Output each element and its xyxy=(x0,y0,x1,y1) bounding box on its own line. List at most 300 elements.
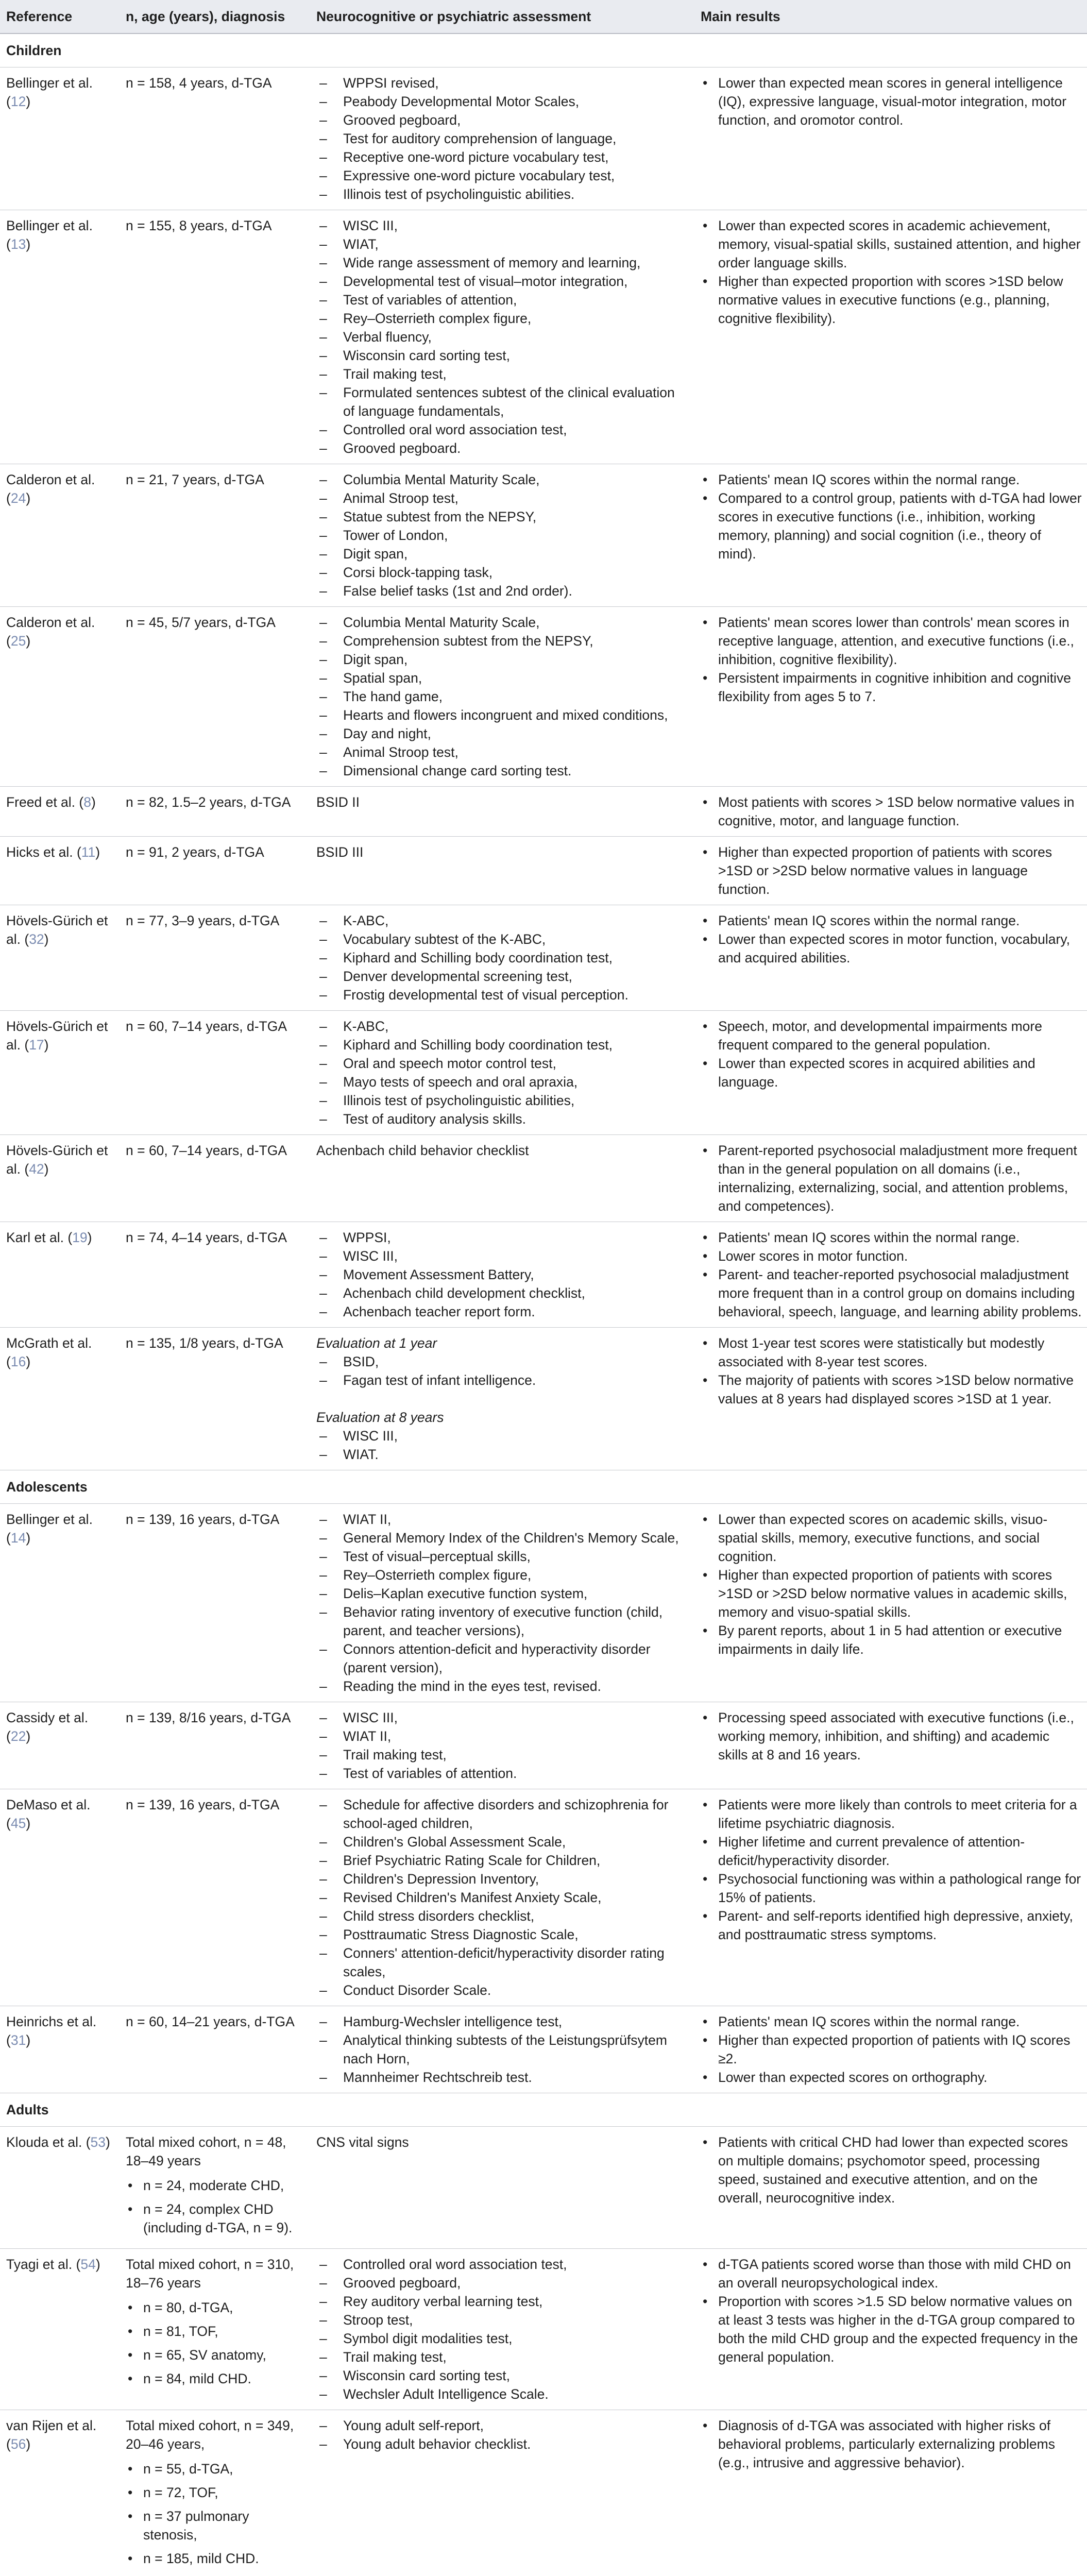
reference-cell: Tyagi et al. (54) xyxy=(0,2249,120,2410)
cohort-cell xyxy=(120,1504,310,1702)
assessment-cell xyxy=(310,1702,694,1789)
assessment-cell xyxy=(310,2410,694,2576)
cohort-text: n = 60, 14–21 years, d-TGA xyxy=(126,2014,295,2029)
cohort-cell xyxy=(120,2127,310,2249)
reference-link[interactable]: 53 xyxy=(90,2134,106,2150)
cohort-text: n = 158, 4 years, d-TGA xyxy=(126,75,272,91)
results-list xyxy=(701,216,1082,328)
cohort-text: n = 139, 16 years, d-TGA xyxy=(126,1512,280,1527)
test-item: – Kiphard and Schilling body coordination test, xyxy=(316,1036,689,1054)
reference-name: van Rijen et al. xyxy=(6,2418,97,2433)
reference-link[interactable]: 22 xyxy=(10,1728,26,1744)
test-item: – False belief tasks (1st and 2nd order). xyxy=(316,582,689,600)
result-item: • Compared to a control group, patients with d-TGA had lower scores in executive functions (i.e., inhibition, working memory, planning) and social cognition (i.e., theory of mind). xyxy=(701,489,1082,563)
results-cell xyxy=(694,2249,1087,2410)
reference-link[interactable]: 24 xyxy=(10,490,26,506)
reference-name: Hövels-Gürich et al. xyxy=(6,913,108,947)
test-item: – Dimensional change card sorting test. xyxy=(316,761,689,780)
cohort-cell xyxy=(120,607,310,787)
reference-name: DeMaso et al. xyxy=(6,1797,91,1812)
assessment-cell xyxy=(310,837,694,905)
cohort-cell xyxy=(120,1135,310,1222)
reference-link[interactable]: 16 xyxy=(10,1354,26,1369)
cohort-text: n = 139, 16 years, d-TGA xyxy=(126,1797,280,1812)
cohort-cell xyxy=(120,2006,310,2093)
cohort-item: • n = 80, d-TGA, xyxy=(126,2298,305,2317)
test-item: – Young adult behavior checklist. xyxy=(316,2435,689,2453)
reference-name: Calderon et al. xyxy=(6,472,95,487)
reference-name: Heinrichs et al. xyxy=(6,2014,97,2029)
result-item: • Psychosocial functioning was within a pathological range for 15% of patients. xyxy=(701,1870,1082,1907)
table-row xyxy=(0,905,1087,1011)
reference-link[interactable]: 8 xyxy=(83,794,91,810)
test-item: – Children's Depression Inventory, xyxy=(316,1870,689,1888)
result-item: • Higher than expected proportion of patients with IQ scores ≥2. xyxy=(701,2031,1082,2068)
test-item: – Achenbach child development checklist, xyxy=(316,1284,689,1302)
reference-link[interactable]: 12 xyxy=(10,94,26,109)
reference-name: Calderon et al. xyxy=(6,615,95,630)
table-row xyxy=(0,837,1087,905)
results-cell xyxy=(694,210,1087,464)
reference-name: Klouda et al. xyxy=(6,2134,82,2150)
cohort-list xyxy=(126,2298,305,2388)
evaluation-title: Evaluation at 8 years xyxy=(316,1410,444,1425)
test-item: – Denver developmental screening test, xyxy=(316,967,689,986)
test-item: – Rey–Osterrieth complex figure, xyxy=(316,309,689,328)
result-item: • Speech, motor, and developmental impairments more frequent compared to the general population. xyxy=(701,1017,1082,1054)
reference-cell: Hövels-Gürich et al. (17) xyxy=(0,1011,120,1135)
test-item: – Delis–Kaplan executive function system, xyxy=(316,1584,689,1603)
result-item: • Lower scores in motor function. xyxy=(701,1247,1082,1265)
cohort-cell xyxy=(120,787,310,837)
reference-link[interactable]: 31 xyxy=(10,2032,26,2048)
test-item: – Wechsler Adult Intelligence Scale. xyxy=(316,2385,689,2403)
test-item: – Child stress disorders checklist, xyxy=(316,1907,689,1925)
reference-link[interactable]: 45 xyxy=(10,1816,26,1831)
test-item: – WIAT II, xyxy=(316,1510,689,1529)
cohort-cell xyxy=(120,67,310,210)
result-item: • Lower than expected scores in academic achievement, memory, visual-spatial skills, sustained attention, and higher order language skills. xyxy=(701,216,1082,272)
test-item: – WPPSI revised, xyxy=(316,74,689,92)
test-list xyxy=(316,1708,689,1783)
result-item: • Lower than expected scores on academic skills, visuo-spatial skills, memory, executive functions, and social cognition. xyxy=(701,1510,1082,1566)
table-row xyxy=(0,2127,1087,2249)
results-list xyxy=(701,2012,1082,2087)
reference-link[interactable]: 11 xyxy=(81,844,96,860)
results-cell xyxy=(694,1328,1087,1470)
reference-link[interactable]: 56 xyxy=(10,2436,26,2452)
test-item: – Controlled oral word association test, xyxy=(316,420,689,439)
result-item: • d-TGA patients scored worse than those with mild CHD on an overall neuropsychological index. xyxy=(701,2255,1082,2292)
test-item: – Statue subtest from the NEPSY, xyxy=(316,507,689,526)
cohort-item: • n = 81, TOF, xyxy=(126,2322,305,2341)
table-header-row xyxy=(0,0,1087,33)
test-list xyxy=(316,1228,689,1321)
assessment-text: BSID III xyxy=(316,844,364,860)
cohort-cell xyxy=(120,1702,310,1789)
assessment-cell xyxy=(310,210,694,464)
assessment-text: BSID II xyxy=(316,794,360,810)
test-item: – Developmental test of visual–motor integration, xyxy=(316,272,689,291)
results-list xyxy=(701,470,1082,563)
result-item: • Most 1-year test scores were statistically but modestly associated with 8-year test scores. xyxy=(701,1334,1082,1371)
cohort-item: • n = 72, TOF, xyxy=(126,2483,305,2502)
results-cell xyxy=(694,464,1087,607)
results-cell xyxy=(694,1135,1087,1222)
test-item: – WPPSI, xyxy=(316,1228,689,1247)
test-list xyxy=(316,1795,689,1999)
result-item: • Patients with critical CHD had lower than expected scores on multiple domains; psychomotor speed, processing speed, sustained and executive attention, and on the overall, neurocognitive index. xyxy=(701,2133,1082,2207)
result-item: • Most patients with scores > 1SD below normative values in cognitive, motor, and language function. xyxy=(701,793,1082,830)
results-cell xyxy=(694,787,1087,837)
reference-link[interactable]: 42 xyxy=(29,1161,44,1177)
table-row xyxy=(0,1135,1087,1222)
reference-cell: Calderon et al. (24) xyxy=(0,464,120,607)
reference-name: Bellinger et al. xyxy=(6,218,93,233)
results-list xyxy=(701,911,1082,967)
reference-link[interactable]: 19 xyxy=(72,1230,88,1245)
reference-cell: Hövels-Gürich et al. (32) xyxy=(0,905,120,1011)
test-item: – Brief Psychiatric Rating Scale for Children, xyxy=(316,1851,689,1870)
cohort-item: • n = 55, d-TGA, xyxy=(126,2460,305,2478)
test-item: – Movement Assessment Battery, xyxy=(316,1265,689,1284)
test-item: – Hearts and flowers incongruent and mixed conditions, xyxy=(316,706,689,724)
table-row xyxy=(0,607,1087,787)
cohort-cell xyxy=(120,2410,310,2576)
cohort-item: • n = 65, SV anatomy, xyxy=(126,2346,305,2364)
header-results: Main results xyxy=(694,0,1087,33)
test-item: – Trail making test, xyxy=(316,1745,689,1764)
reference-cell: Calderon et al. (25) xyxy=(0,607,120,787)
result-item: • Patients' mean IQ scores within the normal range. xyxy=(701,1228,1082,1247)
section-row xyxy=(0,2093,1087,2127)
result-item: • Lower than expected scores in motor function, vocabulary, and acquired abilities. xyxy=(701,930,1082,967)
reference-cell: Heinrichs et al. (31) xyxy=(0,2006,120,2093)
test-item: – Rey–Osterrieth complex figure, xyxy=(316,1566,689,1584)
cohort-cell xyxy=(120,2249,310,2410)
test-item: – Test of visual–perceptual skills, xyxy=(316,1547,689,1566)
result-item: • Patients' mean IQ scores within the normal range. xyxy=(701,2012,1082,2031)
reference-name: Karl et al. xyxy=(6,1230,64,1245)
reference-link[interactable]: 17 xyxy=(29,1037,44,1053)
test-item: – WISC III, xyxy=(316,1247,689,1265)
test-item: – Conduct Disorder Scale. xyxy=(316,1981,689,1999)
section-row xyxy=(0,1470,1087,1504)
evaluation-block xyxy=(316,1408,689,1464)
test-item: – Illinois test of psycholinguistic abilities. xyxy=(316,185,689,204)
test-item: – Wisconsin card sorting test, xyxy=(316,2366,689,2385)
test-item: – Analytical thinking subtests of the Leistungsprüfsytem nach Horn, xyxy=(316,2031,689,2068)
test-item: – Wisconsin card sorting test, xyxy=(316,346,689,365)
test-item: – Kiphard and Schilling body coordination test, xyxy=(316,948,689,967)
test-item: – Illinois test of psycholinguistic abilities, xyxy=(316,1091,689,1110)
assessment-text: Achenbach child behavior checklist xyxy=(316,1143,529,1158)
cohort-text: n = 60, 7–14 years, d-TGA xyxy=(126,1143,287,1158)
assessment-cell xyxy=(310,1135,694,1222)
reference-cell: Klouda et al. (53) xyxy=(0,2127,120,2249)
test-item: – Tower of London, xyxy=(316,526,689,545)
assessment-cell xyxy=(310,1222,694,1328)
test-item: – Wide range assessment of memory and learning, xyxy=(316,253,689,272)
assessment-cell xyxy=(310,2006,694,2093)
test-item: – K-ABC, xyxy=(316,911,689,930)
test-item: – Test of auditory analysis skills. xyxy=(316,1110,689,1128)
cohort-cell xyxy=(120,464,310,607)
cohort-text: n = 135, 1/8 years, d-TGA xyxy=(126,1335,283,1351)
reference-cell: Karl et al. (19) xyxy=(0,1222,120,1328)
test-item: – Mannheimer Rechtschreib test. xyxy=(316,2068,689,2087)
assessment-cell xyxy=(310,607,694,787)
table-row xyxy=(0,1504,1087,1702)
results-cell xyxy=(694,837,1087,905)
reference-link[interactable]: 14 xyxy=(10,1530,26,1546)
test-item: – Stroop test, xyxy=(316,2311,689,2329)
test-item: – Connors attention-deficit and hyperactivity disorder (parent version), xyxy=(316,1640,689,1677)
results-cell xyxy=(694,1011,1087,1135)
table-row xyxy=(0,464,1087,607)
reference-cell: Freed et al. (8) xyxy=(0,787,120,837)
results-cell xyxy=(694,67,1087,210)
test-item: – Revised Children's Manifest Anxiety Scale, xyxy=(316,1888,689,1907)
results-list xyxy=(701,2133,1082,2207)
assessment-text: CNS vital signs xyxy=(316,2134,409,2150)
results-cell xyxy=(694,905,1087,1011)
result-item: • Higher than expected proportion of patients with scores >1SD or >2SD below normative values in language function. xyxy=(701,843,1082,899)
test-item: – BSID, xyxy=(316,1352,689,1371)
reference-cell: McGrath et al. (16) xyxy=(0,1328,120,1470)
test-item: – Digit span, xyxy=(316,545,689,563)
cohort-lead: Total mixed cohort, n = 310, 18–76 years xyxy=(126,2257,294,2291)
result-item: • Higher lifetime and current prevalence of attention-deficit/hyperactivity disorder. xyxy=(701,1833,1082,1870)
test-item: – Animal Stroop test, xyxy=(316,743,689,761)
test-item: – Test for auditory comprehension of language, xyxy=(316,129,689,148)
test-item: – Grooved pegboard. xyxy=(316,439,689,457)
section-row xyxy=(0,33,1087,67)
test-item: – Posttraumatic Stress Diagnostic Scale, xyxy=(316,1925,689,1944)
table-row xyxy=(0,1702,1087,1789)
reference-link[interactable]: 25 xyxy=(10,633,26,649)
cohort-lead: Total mixed cohort, n = 349, 20–46 years, xyxy=(126,2418,294,2452)
table-row xyxy=(0,1222,1087,1328)
test-item: – Formulated sentences subtest of the clinical evaluation of language fundamentals, xyxy=(316,383,689,420)
result-item: • Lower than expected scores in acquired abilities and language. xyxy=(701,1054,1082,1091)
reference-link[interactable]: 54 xyxy=(80,2257,96,2272)
reference-link[interactable]: 13 xyxy=(10,236,26,252)
cohort-cell xyxy=(120,1789,310,2006)
test-item: – Schedule for affective disorders and schizophrenia for school-aged children, xyxy=(316,1795,689,1833)
assessment-cell xyxy=(310,67,694,210)
cohort-text: n = 77, 3–9 years, d-TGA xyxy=(126,913,280,928)
test-item: – Columbia Mental Maturity Scale, xyxy=(316,470,689,489)
test-item: – Grooved pegboard, xyxy=(316,2274,689,2292)
assessment-cell xyxy=(310,2127,694,2249)
result-item: • Patients' mean IQ scores within the normal range. xyxy=(701,470,1082,489)
cohort-text: n = 91, 2 years, d-TGA xyxy=(126,844,264,860)
result-item: • Lower than expected scores on orthography. xyxy=(701,2068,1082,2087)
cohort-item: • n = 37 pulmonary stenosis, xyxy=(126,2507,305,2544)
results-list xyxy=(701,1795,1082,1944)
test-item: – Children's Global Assessment Scale, xyxy=(316,1833,689,1851)
cohort-item: • n = 24, complex CHD (including d-TGA, n = 9). xyxy=(126,2200,305,2237)
test-item: – Grooved pegboard, xyxy=(316,111,689,129)
results-cell xyxy=(694,607,1087,787)
result-item: • Lower than expected mean scores in general intelligence (IQ), expressive language, visual-motor integration, motor function, and oromotor control. xyxy=(701,74,1082,129)
result-item: • By parent reports, about 1 in 5 had attention or executive impairments in daily life. xyxy=(701,1621,1082,1658)
cohort-cell xyxy=(120,1328,310,1470)
assessment-cell xyxy=(310,787,694,837)
cohort-cell xyxy=(120,1222,310,1328)
test-item: – Day and night, xyxy=(316,724,689,743)
table-row xyxy=(0,210,1087,464)
test-list xyxy=(316,2416,689,2453)
reference-cell: Hicks et al. (11) xyxy=(0,837,120,905)
table-row xyxy=(0,787,1087,837)
reference-cell: Bellinger et al. (12) xyxy=(0,67,120,210)
cohort-list xyxy=(126,2460,305,2568)
test-list xyxy=(316,613,689,780)
header-assessment: Neurocognitive or psychiatric assessment xyxy=(310,0,694,33)
test-item: – Test of variables of attention, xyxy=(316,291,689,309)
test-item: – Fagan test of infant intelligence. xyxy=(316,1371,689,1389)
test-item: – General Memory Index of the Children's Memory Scale, xyxy=(316,1529,689,1547)
table-row xyxy=(0,1328,1087,1470)
result-item: • Parent- and self-reports identified high depressive, anxiety, and posttraumatic stress symptoms. xyxy=(701,1907,1082,1944)
cohort-lead: Total mixed cohort, n = 48, 18–49 years xyxy=(126,2134,286,2168)
test-item: – Animal Stroop test, xyxy=(316,489,689,507)
results-list xyxy=(701,1334,1082,1408)
reference-name: McGrath et al. xyxy=(6,1335,92,1351)
results-cell xyxy=(694,1789,1087,2006)
test-item: – Young adult self-report, xyxy=(316,2416,689,2435)
results-list xyxy=(701,613,1082,706)
evaluation-title: Evaluation at 1 year xyxy=(316,1335,437,1351)
reference-name: Bellinger et al. xyxy=(6,1512,93,1527)
reference-cell: van Rijen et al. (56) xyxy=(0,2410,120,2576)
test-list xyxy=(316,1017,689,1128)
test-list xyxy=(316,2255,689,2403)
results-list xyxy=(701,843,1082,899)
assessment-cell xyxy=(310,464,694,607)
test-item: – Hamburg-Wechsler intelligence test, xyxy=(316,2012,689,2031)
reference-cell: Cassidy et al. (22) xyxy=(0,1702,120,1789)
test-item: – Symbol digit modalities test, xyxy=(316,2329,689,2348)
test-item: – Corsi block-tapping task, xyxy=(316,563,689,582)
section-title: Children xyxy=(0,33,1087,67)
section-title: Adolescents xyxy=(0,1470,1087,1504)
result-item: • Higher than expected proportion of patients with scores >1SD or >2SD below normative values in academic skills, memory and visuo-spatial skills. xyxy=(701,1566,1082,1621)
test-list xyxy=(316,470,689,600)
result-item: • The majority of patients with scores >1SD below normative values at 8 years had displayed scores >1SD at 1 year. xyxy=(701,1371,1082,1408)
cohort-cell xyxy=(120,210,310,464)
table-row xyxy=(0,1789,1087,2006)
test-list xyxy=(316,1510,689,1696)
cohort-item: • n = 185, mild CHD. xyxy=(126,2549,305,2568)
test-item: – WIAT. xyxy=(316,1445,689,1464)
reference-cell: Hövels-Gürich et al. (42) xyxy=(0,1135,120,1222)
test-item: – Conners' attention-deficit/hyperactivity disorder rating scales, xyxy=(316,1944,689,1981)
reference-cell: Bellinger et al. (13) xyxy=(0,210,120,464)
assessment-cell xyxy=(310,905,694,1011)
test-item: – Columbia Mental Maturity Scale, xyxy=(316,613,689,632)
reference-name: Freed et al. xyxy=(6,794,76,810)
test-item: – The hand game, xyxy=(316,687,689,706)
table-row xyxy=(0,2006,1087,2093)
assessment-cell xyxy=(310,2249,694,2410)
cohort-cell xyxy=(120,1011,310,1135)
test-item: – WIAT II, xyxy=(316,1727,689,1745)
test-item: – Trail making test, xyxy=(316,365,689,383)
results-cell xyxy=(694,1222,1087,1328)
reference-name: Cassidy et al. xyxy=(6,1710,89,1725)
test-list xyxy=(316,911,689,1004)
test-item: – Vocabulary subtest of the K-ABC, xyxy=(316,930,689,948)
reference-link[interactable]: 32 xyxy=(29,931,44,947)
reference-cell: DeMaso et al. (45) xyxy=(0,1789,120,2006)
test-item: – Behavior rating inventory of executive function (child, parent, and teacher versions), xyxy=(316,1603,689,1640)
result-item: • Patients were more likely than controls to meet criteria for a lifetime psychiatric diagnosis. xyxy=(701,1795,1082,1833)
reference-name: Tyagi et al. xyxy=(6,2257,73,2272)
test-item: – Reading the mind in the eyes test, revised. xyxy=(316,1677,689,1696)
result-item: • Parent-reported psychosocial maladjustment more frequent than in the general population on all domains (i.e., internalizing, externalizing, social, and attention problems, and competences). xyxy=(701,1141,1082,1215)
cohort-text: n = 21, 7 years, d-TGA xyxy=(126,472,264,487)
result-item: • Diagnosis of d-TGA was associated with higher risks of behavioral problems, particularly externalizing problems (e.g., intrusive and aggressive behavior). xyxy=(701,2416,1082,2472)
assessment-cell xyxy=(310,1328,694,1470)
cohort-text: n = 45, 5/7 years, d-TGA xyxy=(126,615,276,630)
results-cell xyxy=(694,2127,1087,2249)
test-item: – Test of variables of attention. xyxy=(316,1764,689,1783)
assessment-cell xyxy=(310,1504,694,1702)
cohort-list xyxy=(126,2176,305,2237)
results-list xyxy=(701,74,1082,129)
assessment-cell xyxy=(310,1011,694,1135)
test-item: – Comprehension subtest from the NEPSY, xyxy=(316,632,689,650)
reference-name: Hövels-Gürich et al. xyxy=(6,1019,108,1053)
results-list xyxy=(701,1708,1082,1764)
cohort-text: n = 60, 7–14 years, d-TGA xyxy=(126,1019,287,1034)
cohort-text: n = 82, 1.5–2 years, d-TGA xyxy=(126,794,291,810)
test-item: – Rey auditory verbal learning test, xyxy=(316,2292,689,2311)
header-reference: Reference xyxy=(0,0,120,33)
reference-name: Hicks et al. xyxy=(6,844,73,860)
test-item: – WISC III, xyxy=(316,216,689,235)
test-list xyxy=(316,74,689,204)
result-item: • Parent- and teacher-reported psychosocial maladjustment more frequent than in a control group on domains including behavioral, speech, language, and learning ability problems. xyxy=(701,1265,1082,1321)
results-cell xyxy=(694,1504,1087,1702)
results-cell xyxy=(694,2410,1087,2576)
table-row xyxy=(0,1011,1087,1135)
cohort-text: n = 74, 4–14 years, d-TGA xyxy=(126,1230,287,1245)
result-item: • Patients' mean IQ scores within the normal range. xyxy=(701,911,1082,930)
test-item: – Oral and speech motor control test, xyxy=(316,1054,689,1073)
result-item: • Persistent impairments in cognitive inhibition and cognitive flexibility from ages 5 to 7. xyxy=(701,669,1082,706)
cohort-cell xyxy=(120,905,310,1011)
test-item: – Expressive one-word picture vocabulary test, xyxy=(316,166,689,185)
results-list xyxy=(701,1510,1082,1658)
results-cell xyxy=(694,2006,1087,2093)
results-list xyxy=(701,2255,1082,2366)
results-list xyxy=(701,793,1082,830)
result-item: • Proportion with scores >1.5 SD below normative values on at least 3 tests was higher in the d-TGA group compared to both the mild CHD group and the expected frequency in the general population. xyxy=(701,2292,1082,2366)
evaluation-block xyxy=(316,1334,689,1389)
test-item: – Mayo tests of speech and oral apraxia, xyxy=(316,1073,689,1091)
header-cohort: n, age (years), diagnosis xyxy=(120,0,310,33)
cohort-item: • n = 84, mild CHD. xyxy=(126,2369,305,2388)
assessment-cell xyxy=(310,1789,694,2006)
test-item: – Achenbach teacher report form. xyxy=(316,1302,689,1321)
table-row xyxy=(0,2410,1087,2576)
table-row xyxy=(0,67,1087,210)
result-item: • Higher than expected proportion with scores >1SD below normative values in executive functions (e.g., planning, cognitive flexibility). xyxy=(701,272,1082,328)
